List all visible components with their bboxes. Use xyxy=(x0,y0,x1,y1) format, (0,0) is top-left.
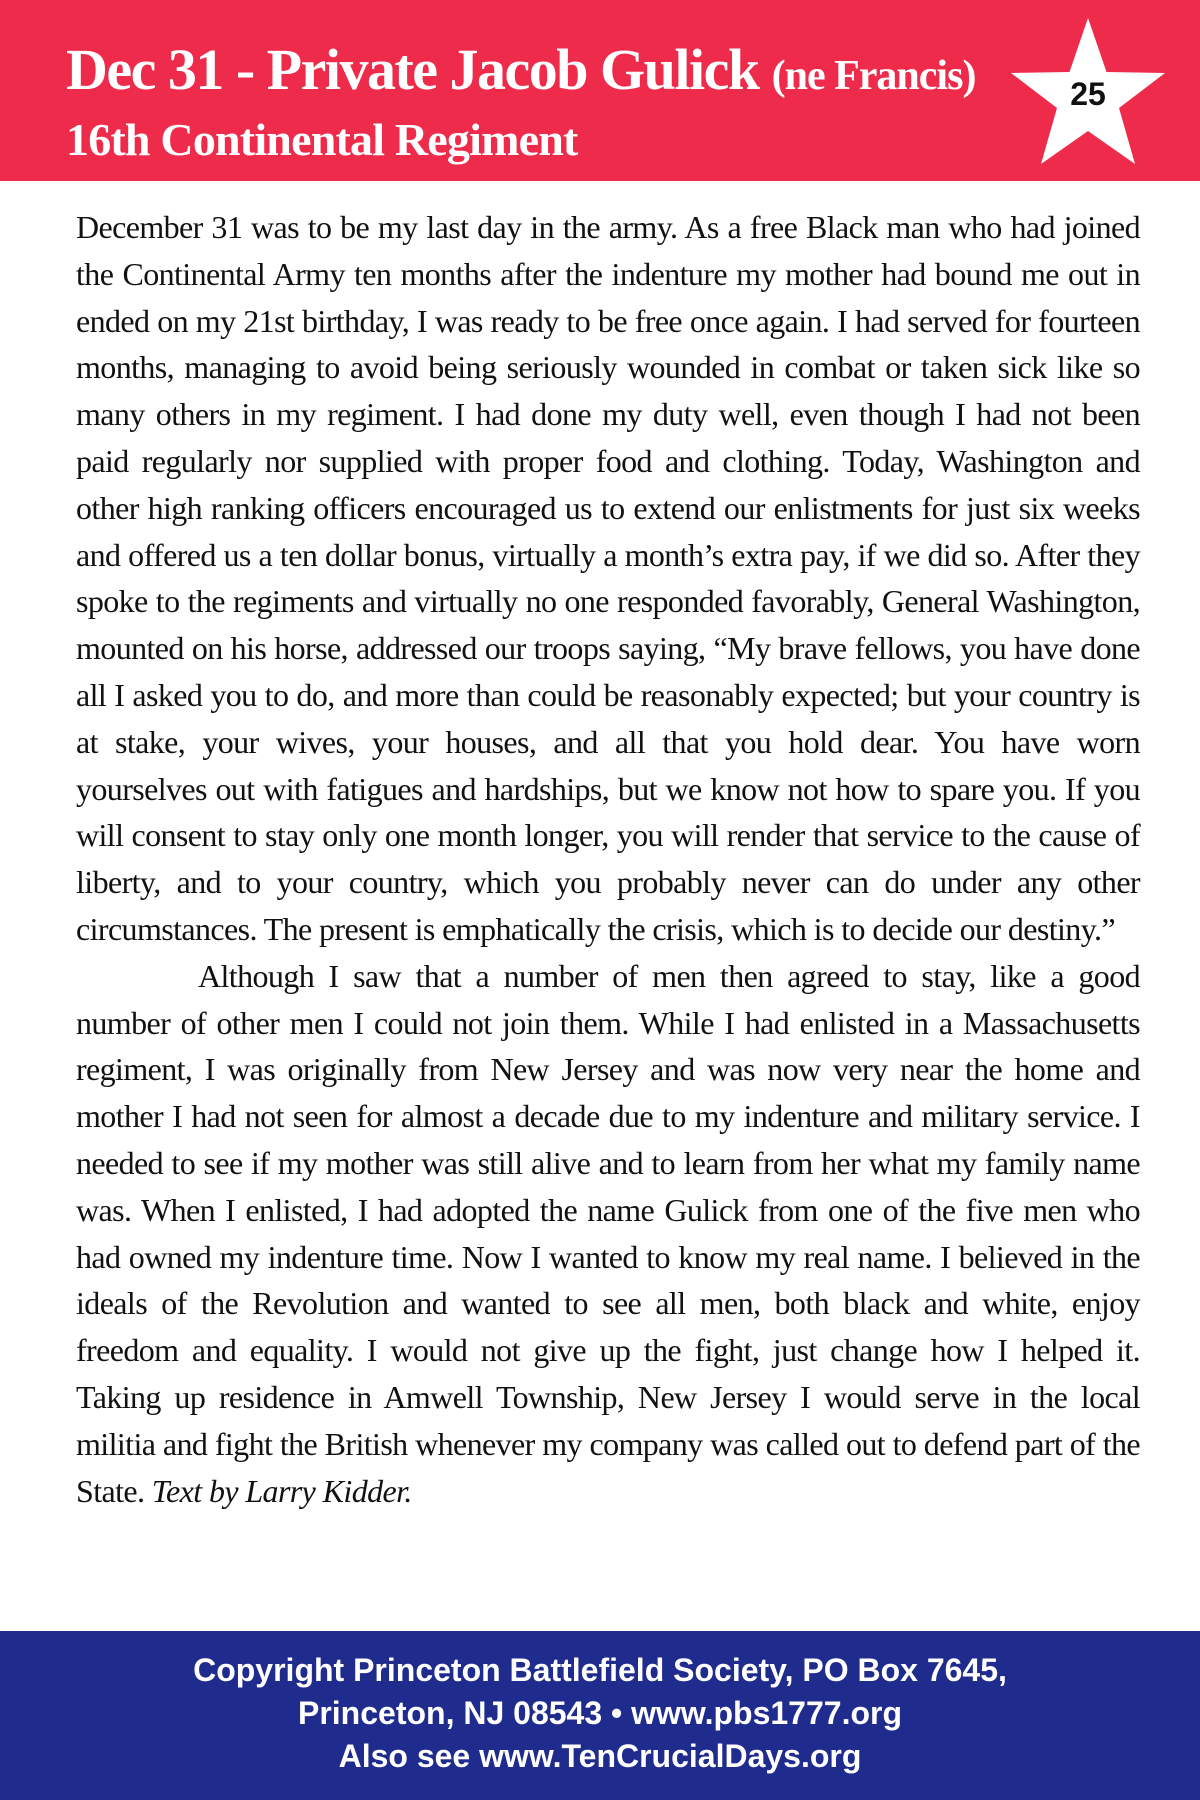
header-banner xyxy=(0,0,1200,181)
footer-also-see: Also see www.TenCrucialDays.org xyxy=(338,1738,862,1774)
article-body xyxy=(76,204,1140,1514)
article-paragraph-1: December 31 was to be my last day in the army. As a free Black man who had joined the Continental Army ten months after the indenture my mother had bound me out in ended on my 21st birthday, I was ready to be free once again. I had served for fourteen months, managing to avoid being seriously wounded in combat or taken sick like so many others in my regiment. I had done my duty well, even though I had not been paid regularly nor supplied with proper food and clothing. Today, Washington and other high ranking officers encouraged us to extend our enlistments for just six weeks and offered us a ten dollar bonus, virtually a month’s extra pay, if we did so. After they spoke to the regiments and virtually no one responded favorably, General Washington, mounted on his horse, addressed our troops saying, “My brave fellows, you have done all I asked you to do, and more than could be reasonably expected; but your country is at stake, your wives, your houses, and all that you hold dear. You have worn yourselves out with fatigues and hardships, but we know not how to spare you. If you will consent to stay only one month longer, you will render that service to the cause of liberty, and to your country, which you probably never can do under any other circumstances. The present is emphatically the crisis, which is to decide our destiny.” xyxy=(76,209,1140,947)
article-paragraph-2 xyxy=(76,953,1140,1515)
page-title xyxy=(66,38,975,108)
card-number: 25 xyxy=(1070,76,1106,112)
title-main: Dec 31 - Private Jacob Gulick xyxy=(66,37,759,102)
author-credit: Text by Larry Kidder. xyxy=(151,1472,412,1509)
card-number-badge xyxy=(1008,16,1168,166)
footer-banner xyxy=(0,1631,1200,1800)
footer-address: Princeton, NJ 08543 • www.pbs1777.org xyxy=(297,1695,902,1731)
title-aside: (ne Francis) xyxy=(771,53,976,99)
article-paragraph-2-text: Although I saw that a number of men then agreed to stay, like a good number of other men I could not join them. While I had enlisted in a Massachusetts regiment, I was originally from New Jersey and was now very near the home and mother I had not seen for almost a decade due to my indenture and military service. I needed to see if my mother was still alive and to learn from her what my family name was. When I enlisted, I had adopted the name Gulick from one of the five men who had owned my indenture time. Now I wanted to know my real name. I believed in the ideals of the Revolution and wanted to see all men, both black and white, enjoy freedom and equality. I would not give up the fight, just change how I helped it. Taking up residence in Amwell Township, New Jersey I would serve in the local militia and fight the British whenever my company was called out to defend part of the State. xyxy=(76,957,1140,1509)
page-subtitle: 16th Continental Regiment xyxy=(66,114,578,165)
footer-copyright: Copyright Princeton Battlefield Society, PO Box 7645, xyxy=(193,1652,1007,1688)
